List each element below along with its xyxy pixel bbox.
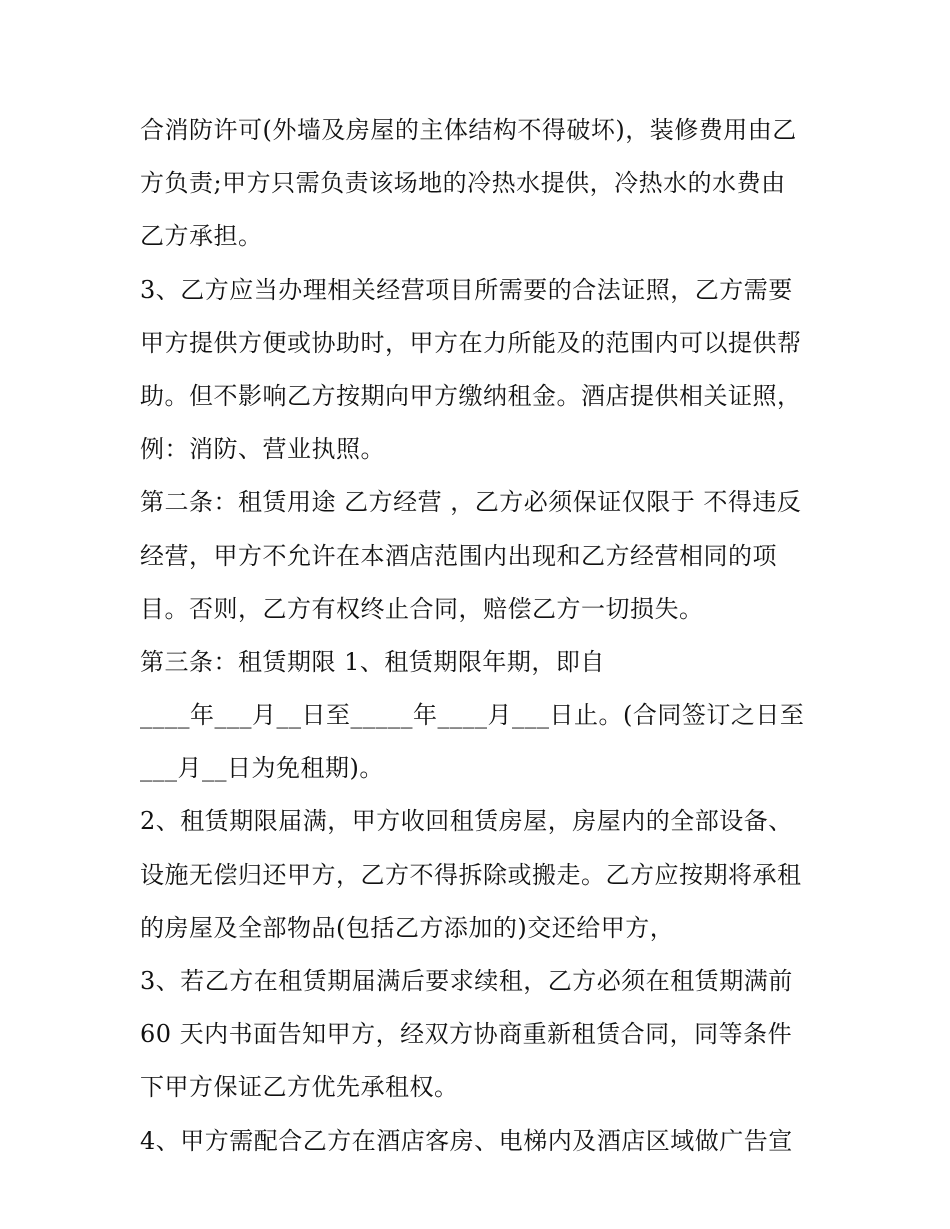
text-line: 3、乙方应当办理相关经营项目所需要的合法证照，乙方需要: [140, 275, 793, 304]
contract-text-body: [140, 104, 830, 1168]
text-line: 第二条：租赁用途 乙方经营 ，乙方必须保证仅限于 不得违反: [140, 488, 802, 517]
text-line: 乙方承担。: [140, 222, 263, 251]
text-line: ____年___月__日至_____年____月___日止。(合同签订之日至: [140, 701, 805, 730]
text-line: 60 天内书面告知甲方，经双方协商重新租赁合同，同等条件: [140, 1020, 793, 1049]
text-line: ___月__日为免租期)。: [140, 754, 384, 783]
text-line: 设施无偿归还甲方，乙方不得拆除或搬走。乙方应按期将承租: [140, 860, 802, 889]
text-line: 下甲方保证乙方优先承租权。: [140, 1073, 459, 1102]
text-line: 助。但不影响乙方按期向甲方缴纳租金。酒店提供相关证照，: [140, 381, 802, 410]
text-line: 目。否则，乙方有权终止合同，赔偿乙方一切损失。: [140, 594, 704, 623]
text-line: 合消防许可(外墙及房屋的主体结构不得破坏)，装修费用由乙: [140, 116, 797, 144]
text-line: 例：消防、营业执照。: [140, 435, 385, 464]
text-line: 甲方提供方便或协助时，甲方在力所能及的范围内可以提供帮: [140, 328, 802, 357]
text-line: 第三条：租赁期限 1、租赁期限年期，即自: [140, 647, 605, 676]
text-line: 方负责;甲方只需负责该场地的冷热水提供，冷热水的水费由: [140, 169, 786, 198]
text-line: 4、甲方需配合乙方在酒店客房、电梯内及酒店区域做广告宣: [140, 1126, 793, 1155]
text-line: 经营，甲方不允许在本酒店范围内出现和乙方经营相同的项: [140, 541, 777, 570]
text-line: 2、租赁期限届满，甲方收回租赁房屋，房屋内的全部设备、: [140, 807, 793, 836]
text-line: 3、若乙方在租赁期届满后要求续租，乙方必须在租赁期满前: [140, 967, 793, 995]
text-line: 的房屋及全部物品(包括乙方添加的)交还给甲方，: [140, 913, 675, 942]
